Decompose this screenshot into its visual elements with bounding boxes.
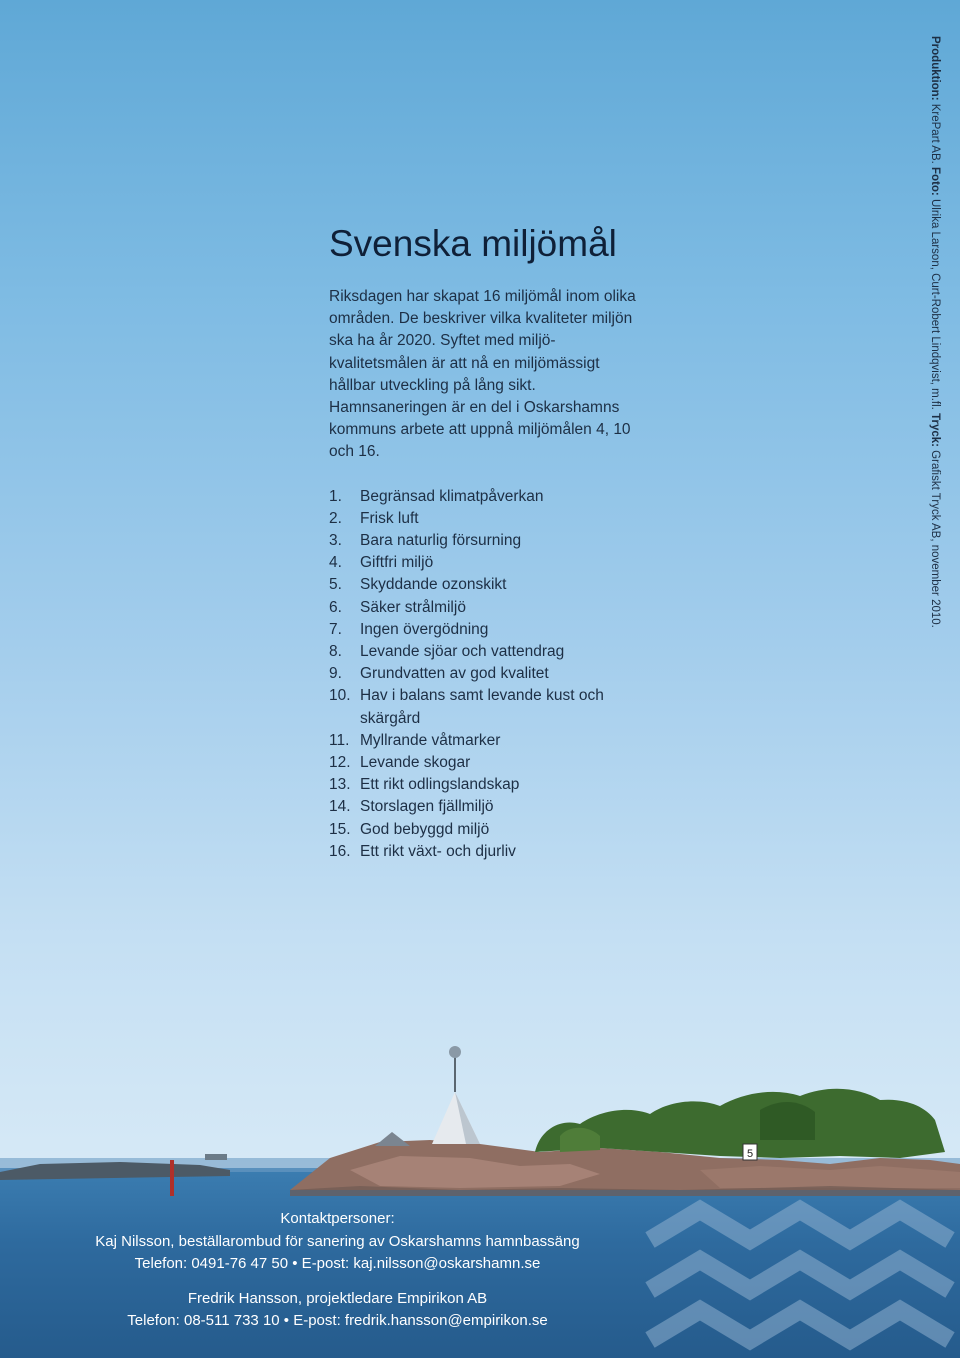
foto-value: Ulrika Larson, Curt-Robert Lindqvist, m.fl. <box>929 198 941 410</box>
trees <box>535 1089 945 1158</box>
goal-label: Begränsad klimatpåverkan <box>360 487 544 505</box>
goal-label: Ett rikt odlingslandskap <box>360 776 520 794</box>
tryck-value: Grafiskt Tryck AB, november 2010. <box>929 450 941 628</box>
small-hut <box>375 1132 410 1146</box>
tryck-label: Tryck: <box>929 413 941 447</box>
goal-label: Levande skogar <box>360 754 471 772</box>
goal-number: 15. <box>329 820 351 838</box>
goal-label: Levande sjöar och vattendrag <box>360 643 565 661</box>
goal-label: Bara naturlig försurning <box>360 532 522 550</box>
sign-number: 5 <box>746 1148 754 1160</box>
production-credits <box>923 36 943 628</box>
contact-block <box>60 1208 615 1333</box>
goal-item <box>329 730 659 752</box>
goal-item <box>329 530 659 552</box>
goal-label: Storslagen fjällmiljö <box>360 798 494 816</box>
produktion-value: KrePart AB. <box>929 103 941 164</box>
red-beacon <box>170 1160 174 1196</box>
goal-label: Giftfri miljö <box>360 554 434 572</box>
contact-person-1-name: Kaj Nilsson, beställarombud för sanering av Oskarshamns hamnbassäng <box>95 1232 580 1250</box>
goal-label: Ingen övergödning <box>360 620 489 638</box>
goal-number: 1. <box>329 487 342 505</box>
logo-watermark <box>650 1210 950 1340</box>
contact-person-2-details: Telefon: 08-511 733 10 • E-post: fredrik.hansson@empirikon.se <box>127 1312 548 1329</box>
goal-label: Hav i balans samt levande kust och skärgård <box>360 687 604 727</box>
goal-label: Säker strålmiljö <box>360 598 466 616</box>
navigation-sign <box>743 1144 757 1160</box>
goal-item <box>329 552 659 574</box>
goal-number: 9. <box>329 665 342 683</box>
contact-person-2-name: Fredrik Hansson, projektledare Empirikon AB <box>187 1289 488 1307</box>
main-content <box>329 222 659 863</box>
goal-item <box>329 819 659 841</box>
goal-number: 16. <box>329 842 351 860</box>
goal-number: 2. <box>329 509 342 527</box>
pyramid-landmark <box>432 1046 480 1144</box>
goal-item <box>329 685 659 729</box>
goal-label: Ett rikt växt- och djurliv <box>360 842 516 860</box>
goal-number: 13. <box>329 776 351 794</box>
distant-breakwater <box>0 1154 230 1180</box>
goal-number: 5. <box>329 576 342 594</box>
goal-item <box>329 574 659 596</box>
goal-number: 8. <box>329 643 342 661</box>
intro-paragraph: Riksdagen har skapat 16 miljömål inom olika områden. De beskriver vilka kvaliteter miljön ska ha år 2020. Syftet med miljö-kvalitetsmålen är att nå en miljömässigt hållbar utveckling på lång sikt. Hamnsaneringen är en del i Oskarshamns kommuns arbete att uppnå miljömålen 4, 10 och 16. <box>329 288 636 461</box>
goal-item <box>329 752 659 774</box>
goal-number: 12. <box>329 754 351 772</box>
goal-item <box>329 841 659 863</box>
goal-item <box>329 774 659 796</box>
goal-label: Skyddande ozonskikt <box>360 576 507 594</box>
goal-item <box>329 619 659 641</box>
goal-number: 3. <box>329 532 342 550</box>
goal-item <box>329 486 659 508</box>
produktion-label: Produktion: <box>929 36 941 101</box>
goal-number: 11. <box>329 731 350 749</box>
goal-item <box>329 597 659 619</box>
contact-heading: Kontaktpersoner: <box>280 1210 395 1227</box>
goal-label: Myllrande våtmarker <box>360 731 501 749</box>
goal-number: 6. <box>329 598 342 616</box>
goal-number: 10. <box>329 687 351 705</box>
goal-label: God bebyggd miljö <box>360 820 490 838</box>
goal-number: 14. <box>329 798 351 816</box>
goal-label: Frisk luft <box>360 509 419 527</box>
goal-label: Grundvatten av god kvalitet <box>360 665 549 683</box>
goal-item <box>329 796 659 818</box>
goal-item <box>329 663 659 685</box>
environmental-goals-list <box>329 486 659 863</box>
goal-number: 7. <box>329 620 342 638</box>
goal-number: 4. <box>329 554 342 572</box>
goal-item <box>329 508 659 530</box>
contact-person-1-details: Telefon: 0491-76 47 50 • E-post: kaj.nilsson@oskarshamn.se <box>134 1255 541 1272</box>
foto-label: Foto: <box>929 167 941 196</box>
page-title: Svenska miljömål <box>329 223 617 264</box>
goal-item <box>329 641 659 663</box>
